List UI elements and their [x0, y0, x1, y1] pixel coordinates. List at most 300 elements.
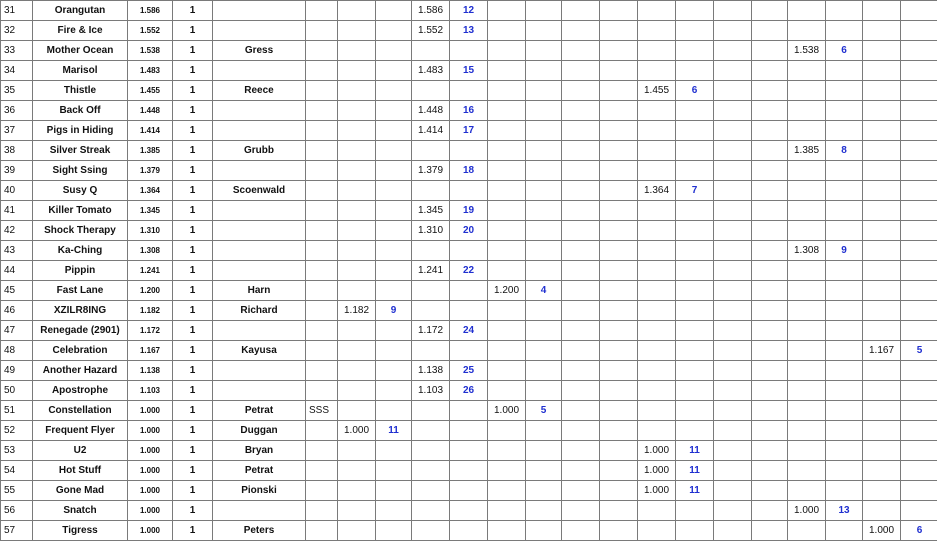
series-6-place	[752, 121, 788, 141]
series-8-place	[901, 361, 937, 381]
series-2-value	[412, 81, 450, 101]
series-2-value: 1.345	[412, 201, 450, 221]
series-3-place	[526, 141, 562, 161]
series-8-value	[863, 481, 901, 501]
row-number: 47	[1, 321, 33, 341]
rating-score: 1.308	[128, 241, 173, 261]
series-2-place	[450, 501, 488, 521]
series-1-place	[376, 141, 412, 161]
race-count: 1	[173, 221, 213, 241]
series-5-value	[638, 161, 676, 181]
series-5-value	[638, 361, 676, 381]
series-4-value	[562, 121, 600, 141]
series-6-value	[714, 61, 752, 81]
series-2-place	[450, 401, 488, 421]
series-7-place	[826, 21, 863, 41]
series-1-value	[338, 461, 376, 481]
owner-name: Peters	[213, 521, 306, 541]
series-6-value	[714, 361, 752, 381]
series-6-value	[714, 101, 752, 121]
race-count: 1	[173, 421, 213, 441]
series-7-place	[826, 61, 863, 81]
row-number: 46	[1, 301, 33, 321]
rating-score: 1.241	[128, 261, 173, 281]
table-row	[1, 321, 937, 341]
row-number: 49	[1, 361, 33, 381]
series-4-place	[600, 381, 638, 401]
series-8-value	[863, 381, 901, 401]
owner-name	[213, 101, 306, 121]
owner-name	[213, 261, 306, 281]
series-1-value	[338, 381, 376, 401]
series-2-value	[412, 301, 450, 321]
tag-cell	[306, 361, 338, 381]
series-4-place	[600, 221, 638, 241]
series-3-value: 1.000	[488, 401, 526, 421]
series-2-value: 1.310	[412, 221, 450, 241]
series-3-place	[526, 501, 562, 521]
tag-cell	[306, 221, 338, 241]
rating-score: 1.000	[128, 401, 173, 421]
table-row	[1, 461, 937, 481]
owner-name: Pionski	[213, 481, 306, 501]
series-4-value	[562, 101, 600, 121]
race-count: 1	[173, 181, 213, 201]
series-2-place: 19	[450, 201, 488, 221]
owner-name	[213, 21, 306, 41]
series-5-value: 1.455	[638, 81, 676, 101]
boat-name: Renegade (2901)	[33, 321, 128, 341]
series-4-place	[600, 41, 638, 61]
series-6-place	[752, 481, 788, 501]
owner-name: Scoenwald	[213, 181, 306, 201]
row-number: 53	[1, 441, 33, 461]
series-3-place: 4	[526, 281, 562, 301]
series-3-place	[526, 181, 562, 201]
boat-name: Another Hazard	[33, 361, 128, 381]
series-5-value	[638, 381, 676, 401]
series-7-value	[788, 61, 826, 81]
series-6-place	[752, 281, 788, 301]
series-8-place	[901, 501, 937, 521]
rating-score: 1.167	[128, 341, 173, 361]
series-1-place	[376, 281, 412, 301]
series-2-place	[450, 341, 488, 361]
race-count: 1	[173, 101, 213, 121]
series-3-value: 1.200	[488, 281, 526, 301]
series-2-value	[412, 521, 450, 541]
series-8-value	[863, 201, 901, 221]
series-6-place	[752, 61, 788, 81]
rating-score: 1.310	[128, 221, 173, 241]
series-2-place: 22	[450, 261, 488, 281]
tag-cell	[306, 281, 338, 301]
rating-score: 1.552	[128, 21, 173, 41]
series-8-value	[863, 261, 901, 281]
series-1-place	[376, 201, 412, 221]
series-6-value	[714, 141, 752, 161]
race-count: 1	[173, 261, 213, 281]
series-8-place	[901, 141, 937, 161]
rating-score: 1.182	[128, 301, 173, 321]
series-2-place: 12	[450, 1, 488, 21]
series-7-value: 1.308	[788, 241, 826, 261]
rating-score: 1.455	[128, 81, 173, 101]
row-number: 44	[1, 261, 33, 281]
tag-cell	[306, 141, 338, 161]
race-count: 1	[173, 61, 213, 81]
series-6-value	[714, 461, 752, 481]
tag-cell	[306, 101, 338, 121]
series-7-place	[826, 1, 863, 21]
series-7-place	[826, 401, 863, 421]
row-number: 41	[1, 201, 33, 221]
table-row	[1, 401, 937, 421]
series-7-place: 6	[826, 41, 863, 61]
series-8-place	[901, 1, 937, 21]
series-3-place	[526, 221, 562, 241]
series-4-place	[600, 1, 638, 21]
series-7-value	[788, 261, 826, 281]
rating-score: 1.000	[128, 461, 173, 481]
owner-name: Harn	[213, 281, 306, 301]
boat-name: Constellation	[33, 401, 128, 421]
series-5-place	[676, 1, 714, 21]
series-5-place	[676, 161, 714, 181]
series-5-value	[638, 121, 676, 141]
series-2-place	[450, 521, 488, 541]
series-8-value	[863, 301, 901, 321]
series-7-value	[788, 221, 826, 241]
series-5-place	[676, 41, 714, 61]
series-8-value	[863, 361, 901, 381]
series-5-place	[676, 61, 714, 81]
series-4-value	[562, 1, 600, 21]
series-8-place	[901, 201, 937, 221]
series-3-value	[488, 61, 526, 81]
series-4-value	[562, 381, 600, 401]
series-3-value	[488, 181, 526, 201]
series-4-place	[600, 181, 638, 201]
tag-cell	[306, 181, 338, 201]
series-3-place	[526, 421, 562, 441]
series-8-place	[901, 101, 937, 121]
series-8-value	[863, 281, 901, 301]
series-8-value	[863, 501, 901, 521]
series-5-place	[676, 401, 714, 421]
series-6-value	[714, 41, 752, 61]
owner-name: Petrat	[213, 401, 306, 421]
owner-name	[213, 241, 306, 261]
owner-name	[213, 161, 306, 181]
series-1-value	[338, 321, 376, 341]
series-8-place	[901, 121, 937, 141]
series-6-value	[714, 381, 752, 401]
series-6-place	[752, 181, 788, 201]
series-5-value: 1.000	[638, 461, 676, 481]
series-3-place	[526, 341, 562, 361]
series-8-value: 1.000	[863, 521, 901, 541]
series-5-value	[638, 261, 676, 281]
series-1-place	[376, 181, 412, 201]
tag-cell	[306, 81, 338, 101]
series-2-value	[412, 341, 450, 361]
tag-cell	[306, 61, 338, 81]
series-1-value: 1.000	[338, 421, 376, 441]
series-4-value	[562, 521, 600, 541]
series-4-value	[562, 301, 600, 321]
series-7-value: 1.000	[788, 501, 826, 521]
series-8-value	[863, 21, 901, 41]
series-7-value	[788, 201, 826, 221]
series-6-place	[752, 81, 788, 101]
series-4-value	[562, 401, 600, 421]
tag-cell	[306, 301, 338, 321]
series-7-place	[826, 121, 863, 141]
series-5-place	[676, 361, 714, 381]
series-8-value	[863, 241, 901, 261]
boat-name: Fire & Ice	[33, 21, 128, 41]
boat-name: Snatch	[33, 501, 128, 521]
tag-cell	[306, 21, 338, 41]
boat-name: Fast Lane	[33, 281, 128, 301]
rating-score: 1.000	[128, 441, 173, 461]
series-5-place: 7	[676, 181, 714, 201]
series-4-value	[562, 501, 600, 521]
series-6-value	[714, 261, 752, 281]
series-1-place	[376, 101, 412, 121]
table-row	[1, 1, 937, 21]
tag-cell	[306, 201, 338, 221]
tag-cell	[306, 481, 338, 501]
series-4-place	[600, 501, 638, 521]
series-5-place: 11	[676, 481, 714, 501]
series-7-place	[826, 441, 863, 461]
table-row	[1, 441, 937, 461]
series-8-value	[863, 101, 901, 121]
series-2-value: 1.379	[412, 161, 450, 181]
series-6-value	[714, 301, 752, 321]
series-2-value	[412, 481, 450, 501]
series-1-place	[376, 121, 412, 141]
series-7-value	[788, 461, 826, 481]
series-8-value	[863, 1, 901, 21]
series-2-place: 25	[450, 361, 488, 381]
rating-score: 1.345	[128, 201, 173, 221]
series-5-value	[638, 61, 676, 81]
race-count: 1	[173, 121, 213, 141]
series-4-place	[600, 61, 638, 81]
boat-name: Gone Mad	[33, 481, 128, 501]
rating-score: 1.200	[128, 281, 173, 301]
row-number: 32	[1, 21, 33, 41]
series-7-value	[788, 181, 826, 201]
race-count: 1	[173, 141, 213, 161]
series-1-value	[338, 341, 376, 361]
series-3-place	[526, 321, 562, 341]
series-4-place	[600, 261, 638, 281]
series-3-place	[526, 161, 562, 181]
race-count: 1	[173, 381, 213, 401]
rating-score: 1.586	[128, 1, 173, 21]
series-7-place: 8	[826, 141, 863, 161]
table-row	[1, 281, 937, 301]
owner-name: Gress	[213, 41, 306, 61]
race-count: 1	[173, 241, 213, 261]
series-7-value	[788, 441, 826, 461]
series-4-place	[600, 301, 638, 321]
series-7-place	[826, 261, 863, 281]
series-5-value	[638, 521, 676, 541]
series-2-value	[412, 441, 450, 461]
series-6-value	[714, 281, 752, 301]
series-4-place	[600, 361, 638, 381]
series-4-place	[600, 341, 638, 361]
series-5-value	[638, 41, 676, 61]
series-6-place	[752, 441, 788, 461]
series-2-place	[450, 281, 488, 301]
series-8-place	[901, 41, 937, 61]
series-2-place	[450, 301, 488, 321]
table-row	[1, 161, 937, 181]
race-count: 1	[173, 441, 213, 461]
row-number: 52	[1, 421, 33, 441]
series-6-place	[752, 221, 788, 241]
series-2-value: 1.241	[412, 261, 450, 281]
series-5-value	[638, 421, 676, 441]
series-8-place	[901, 421, 937, 441]
series-4-place	[600, 481, 638, 501]
series-1-value	[338, 481, 376, 501]
series-7-place	[826, 361, 863, 381]
boat-name: Mother Ocean	[33, 41, 128, 61]
series-7-place	[826, 481, 863, 501]
series-8-value	[863, 121, 901, 141]
series-6-place	[752, 401, 788, 421]
boat-name: Sight Ssing	[33, 161, 128, 181]
series-6-place	[752, 521, 788, 541]
rating-score: 1.172	[128, 321, 173, 341]
series-7-place	[826, 341, 863, 361]
series-6-value	[714, 341, 752, 361]
tag-cell	[306, 321, 338, 341]
series-6-place	[752, 241, 788, 261]
series-3-place	[526, 381, 562, 401]
series-4-place	[600, 321, 638, 341]
series-1-place	[376, 441, 412, 461]
owner-name	[213, 361, 306, 381]
series-4-value	[562, 461, 600, 481]
series-8-place	[901, 321, 937, 341]
series-1-value	[338, 1, 376, 21]
series-3-place	[526, 81, 562, 101]
table-row	[1, 361, 937, 381]
series-8-place	[901, 301, 937, 321]
rating-score: 1.448	[128, 101, 173, 121]
row-number: 37	[1, 121, 33, 141]
series-4-place	[600, 521, 638, 541]
row-number: 42	[1, 221, 33, 241]
series-3-place	[526, 461, 562, 481]
series-4-value	[562, 281, 600, 301]
series-2-value	[412, 501, 450, 521]
boat-name: Tigress	[33, 521, 128, 541]
series-5-value	[638, 201, 676, 221]
series-6-value	[714, 181, 752, 201]
series-8-value	[863, 401, 901, 421]
series-5-value	[638, 241, 676, 261]
series-4-value	[562, 181, 600, 201]
rating-score: 1.364	[128, 181, 173, 201]
series-2-value	[412, 141, 450, 161]
tag-cell	[306, 421, 338, 441]
rating-score: 1.000	[128, 521, 173, 541]
series-3-place	[526, 101, 562, 121]
series-6-value	[714, 201, 752, 221]
series-8-place	[901, 261, 937, 281]
boat-name: Thistle	[33, 81, 128, 101]
series-2-value: 1.172	[412, 321, 450, 341]
owner-name: Grubb	[213, 141, 306, 161]
series-5-value	[638, 221, 676, 241]
series-5-place	[676, 221, 714, 241]
series-2-value	[412, 181, 450, 201]
series-6-place	[752, 41, 788, 61]
series-3-value	[488, 521, 526, 541]
series-6-value	[714, 1, 752, 21]
table-row	[1, 21, 937, 41]
series-7-value	[788, 161, 826, 181]
series-7-value	[788, 381, 826, 401]
series-1-value	[338, 401, 376, 421]
table-row	[1, 481, 937, 501]
series-4-value	[562, 61, 600, 81]
series-5-value: 1.000	[638, 441, 676, 461]
tag-cell	[306, 1, 338, 21]
series-7-value	[788, 21, 826, 41]
series-8-place	[901, 281, 937, 301]
owner-name	[213, 221, 306, 241]
series-1-value	[338, 521, 376, 541]
series-7-place	[826, 181, 863, 201]
series-6-place	[752, 361, 788, 381]
boat-name: U2	[33, 441, 128, 461]
series-5-value	[638, 401, 676, 421]
series-4-value	[562, 441, 600, 461]
row-number: 45	[1, 281, 33, 301]
series-5-place	[676, 521, 714, 541]
series-2-value: 1.483	[412, 61, 450, 81]
series-2-place: 20	[450, 221, 488, 241]
series-7-place	[826, 421, 863, 441]
series-6-value	[714, 421, 752, 441]
series-3-value	[488, 141, 526, 161]
series-4-place	[600, 161, 638, 181]
series-6-place	[752, 161, 788, 181]
race-count: 1	[173, 481, 213, 501]
series-8-place	[901, 81, 937, 101]
series-3-place	[526, 1, 562, 21]
series-8-place: 5	[901, 341, 937, 361]
series-3-place	[526, 261, 562, 281]
series-5-place	[676, 281, 714, 301]
owner-name	[213, 321, 306, 341]
series-1-value	[338, 261, 376, 281]
series-6-value	[714, 161, 752, 181]
series-2-place	[450, 481, 488, 501]
series-6-place	[752, 301, 788, 321]
series-3-value	[488, 501, 526, 521]
